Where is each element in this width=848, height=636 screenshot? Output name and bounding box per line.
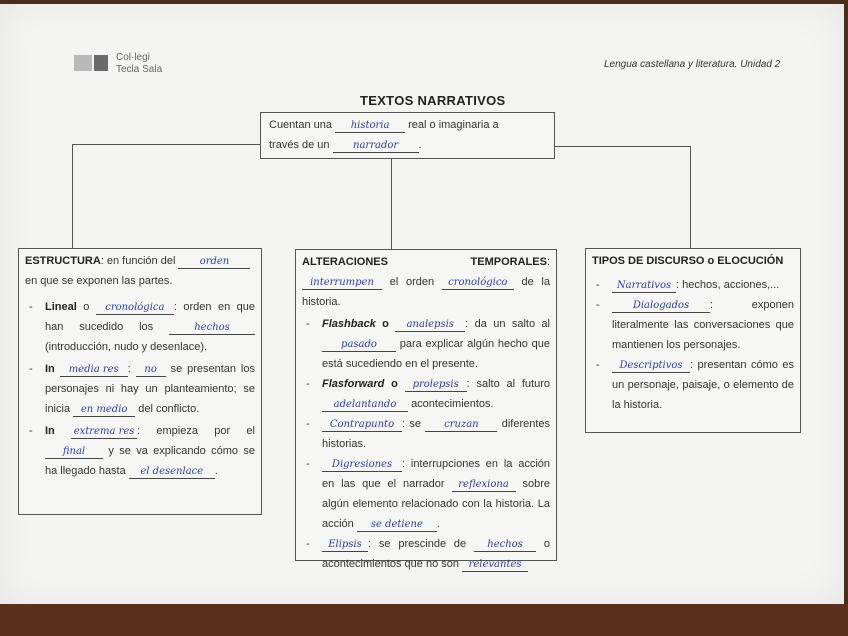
- school-name: Col·legi Tecla Sala: [116, 52, 163, 75]
- handwritten-answer: prolepsis: [405, 379, 467, 392]
- handwritten-answer: hechos: [474, 539, 536, 552]
- connector-right-h: [554, 146, 690, 147]
- list-item-dialogados: - Dialogados : exponen literalmente las conversaciones que mantienen los personajes.: [592, 295, 794, 355]
- table-surface: [0, 604, 848, 636]
- tipos-discurso-box: [585, 248, 801, 433]
- list-item-elipsis: - Elipsis : se prescinde de hechos o acontecimientos que no son relevantes: [302, 534, 550, 574]
- handwritten-answer: el desenlace: [129, 466, 215, 479]
- handwritten-answer: relevantes: [462, 559, 528, 572]
- handwritten-answer: orden: [178, 256, 250, 269]
- handwritten-answer: Descriptivos: [612, 360, 690, 373]
- school-logo: [74, 55, 110, 73]
- handwritten-answer: analepsis: [395, 319, 465, 332]
- list-item-descriptivos: - Descriptivos : presentan cómo es un personaje, paisaje, o elemento de la historia.: [592, 355, 794, 415]
- connector-right-v: [690, 146, 691, 248]
- intro-box: Cuentan una historia real o imaginaria a través de un narrador .: [260, 112, 555, 159]
- handwritten-answer: hechos: [169, 322, 255, 335]
- handwritten-answer: en medio: [73, 404, 135, 417]
- handwritten-answer: interrumpen: [302, 277, 382, 290]
- handwritten-answer: adelantando: [322, 399, 408, 412]
- handwritten-answer: extrema res: [71, 426, 137, 439]
- tipos-heading: TIPOS DE DISCURSO o ELOCUCIÓN: [592, 255, 784, 267]
- handwritten-answer: final: [45, 446, 103, 459]
- handwritten-answer: cronológica: [96, 302, 174, 315]
- handwritten-answer: cronológico: [442, 277, 514, 290]
- handwritten-answer: Digresiones: [322, 459, 402, 472]
- handwritten-answer: reflexiona: [452, 479, 516, 492]
- list-item-lineal: - Lineal o cronológica : orden en que han sucedido los hechos (introducción, nudo y desenlace).: [25, 297, 255, 357]
- list-item-contrapunto: - Contrapunto : se cruzan diferentes historias.: [302, 414, 550, 454]
- handwritten-answer: se detiene: [357, 519, 437, 532]
- list-item-in-media-res: - In media res : no se presentan los personajes ni hay un planteamiento; se inicia en medio del conflicto.: [25, 359, 255, 419]
- connector-left-v: [72, 144, 73, 249]
- handwritten-answer: media res: [60, 364, 128, 377]
- handwritten-answer: historia: [335, 120, 405, 133]
- handwritten-answer: Contrapunto: [322, 419, 402, 432]
- list-item-flashforward: - Flasforward o prolepsis : salto al futuro adelantando acontecimientos.: [302, 374, 550, 414]
- page-title: TEXTOS NARRATIVOS: [360, 93, 506, 108]
- handwritten-answer: no: [136, 364, 166, 377]
- handwritten-answer: Dialogados: [612, 300, 710, 313]
- handwritten-answer: Elipsis: [322, 539, 368, 552]
- list-item-narrativos: - Narrativos : hechos, acciones,...: [592, 275, 794, 295]
- handwritten-answer: Narrativos: [612, 280, 676, 293]
- connector-left-h: [72, 144, 260, 145]
- list-item-flashback: - Flashback o analepsis : da un salto al pasado para explicar algún hecho que está sucediendo en el presente.: [302, 314, 550, 374]
- handwritten-answer: narrador: [333, 140, 419, 153]
- handwritten-answer: pasado: [322, 339, 396, 352]
- estructura-intro: ESTRUCTURA: en función del orden en que se exponen las partes.: [25, 251, 255, 291]
- alteraciones-intro: ALTERACIONES TEMPORALES: interrumpen el orden cronológico de la historia.: [302, 256, 550, 308]
- list-item-digresiones: - Digresiones : interrupciones en la acción en las que el narrador reflexiona sobre algún elemento relacionado con la historia. La acción se detiene .: [302, 454, 550, 534]
- handwritten-answer: cruzan: [425, 419, 497, 432]
- subject-header: Lengua castellana y literatura. Unidad 2: [604, 59, 781, 70]
- alteraciones-box: [295, 249, 557, 570]
- estructura-box: [18, 248, 262, 515]
- connector-center-v: [391, 158, 392, 249]
- list-item-in-extrema-res: - In extrema res : empieza por el final y se va explicando cómo se ha llegado hasta el desenlace .: [25, 421, 255, 481]
